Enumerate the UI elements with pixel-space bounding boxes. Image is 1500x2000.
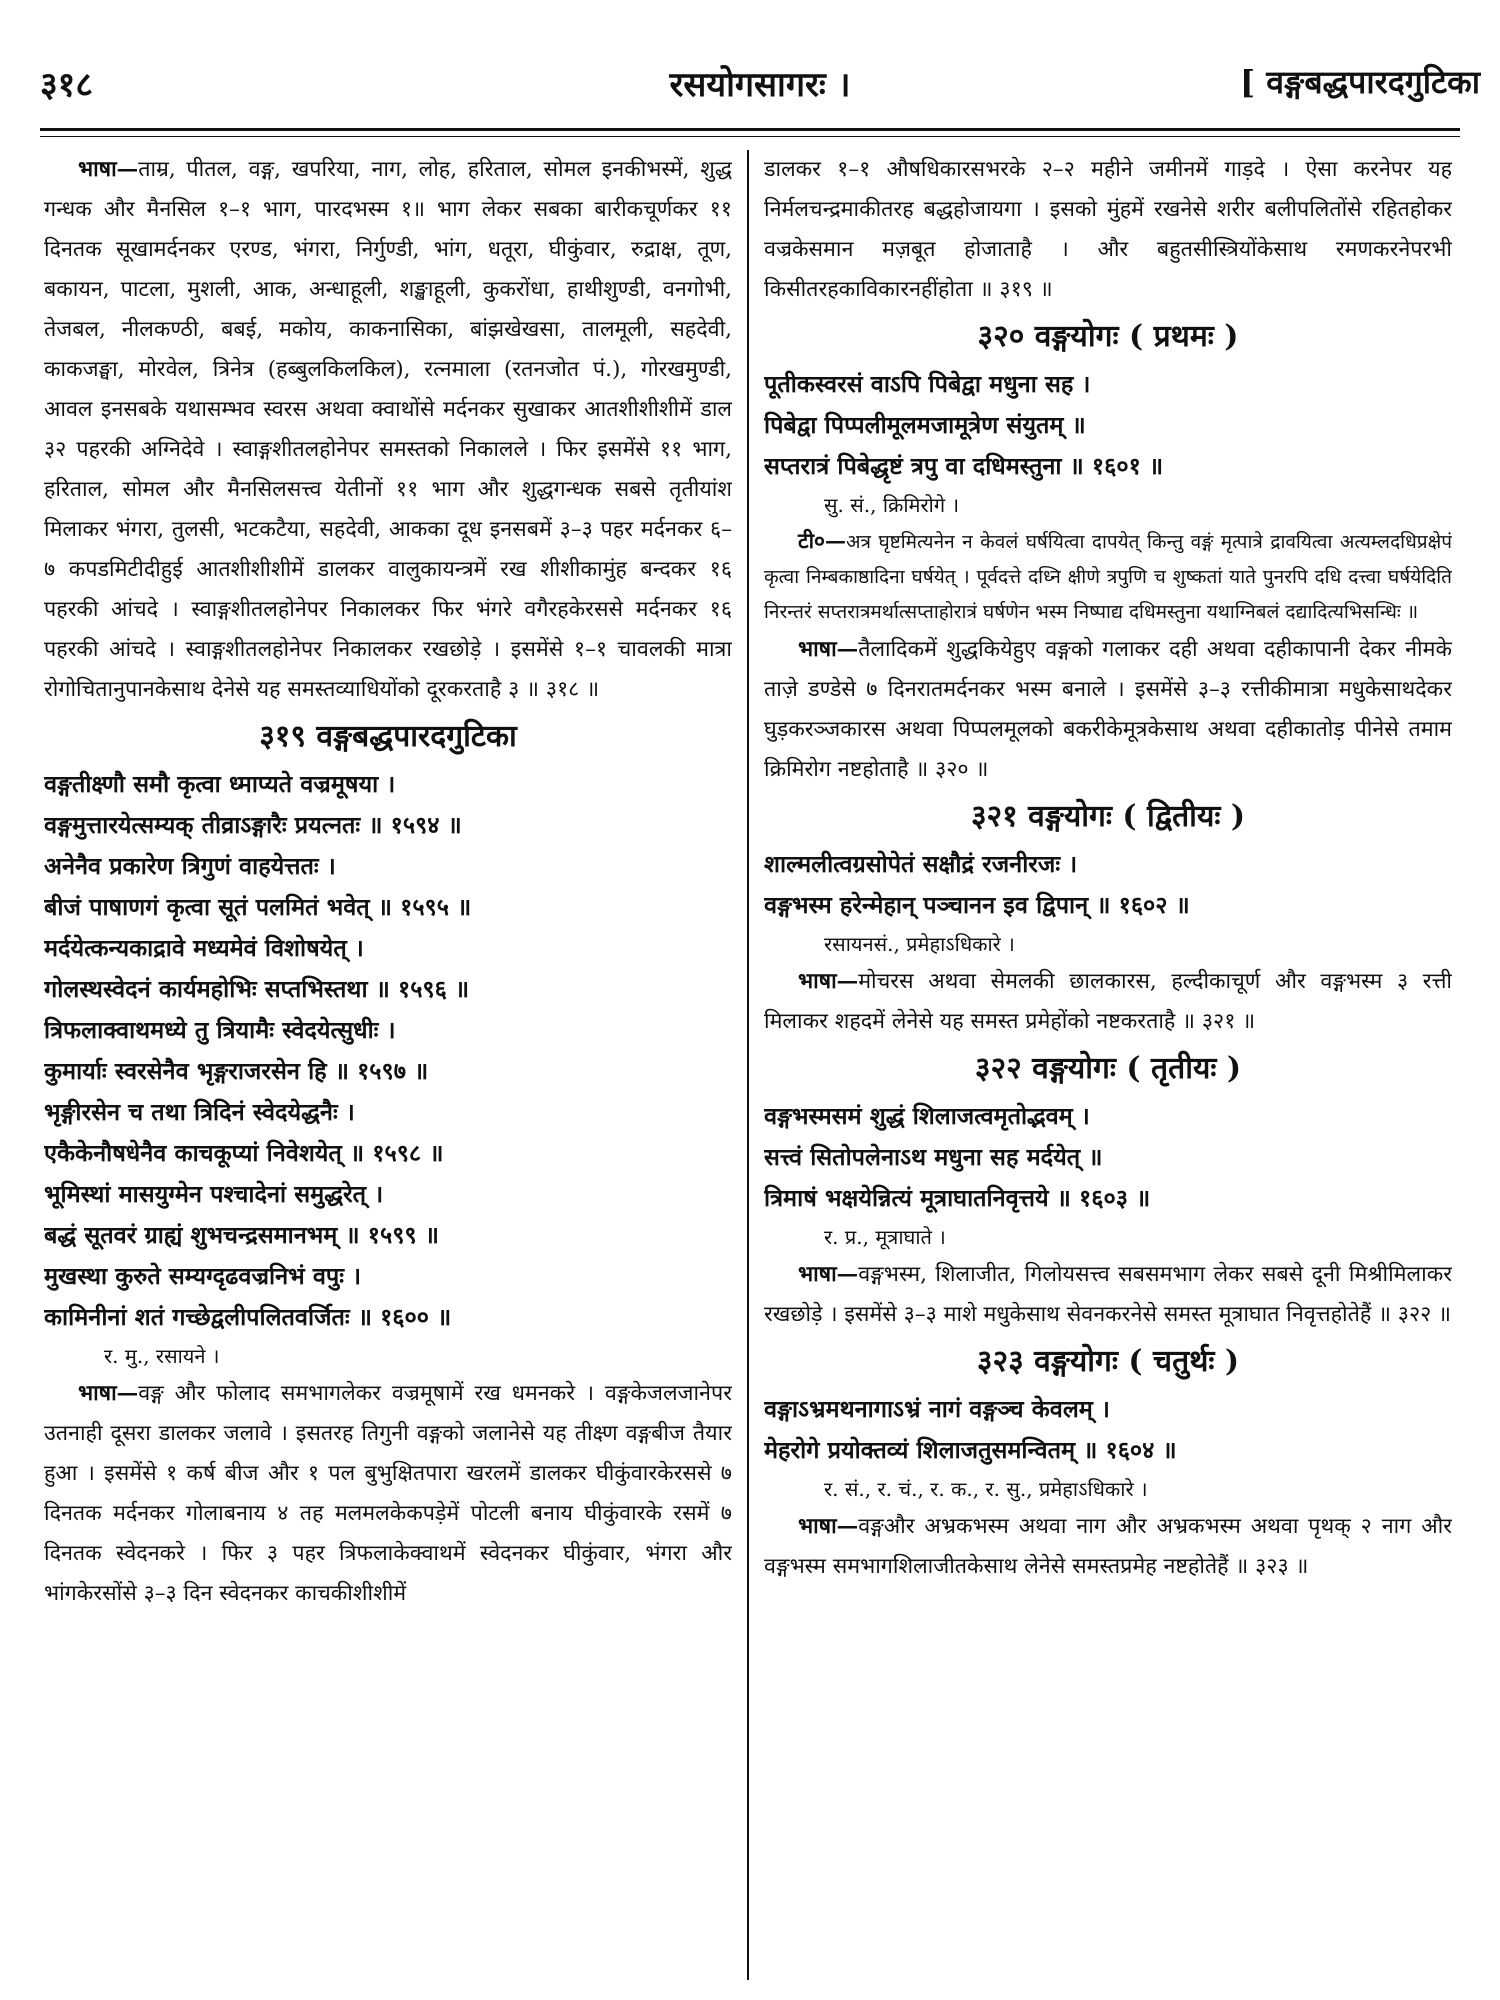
commentary-323	[764, 1507, 1452, 1587]
verse-line: त्रिमाषं भक्षयेन्नित्यं मूत्राघातनिवृत्तये ॥ १६०३ ॥	[764, 1184, 1151, 1212]
verse-line: कुमार्याः स्वरसेनैव भृङ्गराजरसेन हि ॥ १५९७ ॥	[44, 1057, 429, 1085]
heading-323: ३२३ वङ्गयोगः ( चतुर्थः )	[976, 1344, 1240, 1379]
commentary-322	[764, 1255, 1452, 1335]
heading-320: ३२० वङ्गयोगः ( प्रथमः )	[977, 319, 1239, 354]
verse-line: अनेनैव प्रकारेण त्रिगुणं वाहयेत्ततः ।	[44, 852, 336, 880]
bhasha-label: भाषा—	[78, 157, 139, 182]
commentary-319	[44, 1374, 732, 1614]
commentary-text: ताम्र, पीतल, वङ्ग, खपरिया, नाग, लोह, हरिताल, सोमल इनकीभस्में, शुद्ध गन्धक और मैनसिल १–१ भाग, पारदभस्म १॥ भाग लेकर सबका बारीकचूर्णकर ११ दिनतक सूखामर्दनकर एरण्ड, भंगरा, निर्गुण्डी, भांग, धतूरा, घीकुंवार, रुद्राक्ष, तूण, बकायन, पाटला, मुशली, आक, अन्धाहूली, शङ्खाहूली, कुकरोंधा, हाथीशुण्डी, वनगोभी, तेजबल, नीलकण्ठी, बबई, मकोय, काकनासिका, बांझखेखसा, तालमूली, सहदेवी, काकजङ्घा, मोरवेल, त्रिनेत्र (हब्बुलकिलकिल), रत्नमाला (रतनजोत पं.), गोरखमुण्डी, आवल इनसबके यथासम्भव स्वरस अथवा क्वाथोंसे मर्दनकर सुखाकर आतशीशीशीमें डाल ३२ पहरकी अग्निदेवे । स्वाङ्गशीतलहोनेपर समस्तको निकालले । फिर इसमेंसे ११ भाग, हरिताल, सोमल और मैनसिलसत्त्व येतीनों ११ भाग और शुद्धगन्धक सबसे तृतीयांश मिलाकर भंगरा, तुलसी, भटकटैया, सहदेवी, आकका दूध इनसबमें ३–३ पहर मर्दनकर ६–७ कपडमिटीदीहुई आतशीशीशीमें डालकर वालुकायन्त्रमें रख शीशीकामुंह बन्दकर १६ पहरकी आंचदे । स्वाङ्गशीतलहोनेपर निकालकर फिर भंगरे वगैरहकेरससे मर्दनकर १६ पहरकी आंचदे । स्वाङ्गशीतलहोनेपर निकालकर रखछोड़े । इसमेंसे १–१ चावलकी मात्रा रोगोचितानुपानकेसाथ देनेसे यह समस्तव्याधियोंको दूरकरताहै ३ ॥ ३१८ ॥	[44, 157, 732, 702]
page-header	[40, 60, 1480, 120]
column-divider	[747, 150, 749, 1980]
bhasha-label: भाषा—	[798, 1514, 859, 1539]
source-citation: सु. सं., क्रिमिरोगे ।	[824, 493, 960, 517]
sanskrit-gloss	[764, 523, 1452, 630]
verse-line: गोलस्थस्वेदनं कार्यमहोभिः सप्तभिस्तथा ॥ १५९६ ॥	[44, 975, 470, 1003]
verse-line: बद्धं सूतवरं ग्राह्यं शुभचन्द्रसमानभम् ॥ १५९९ ॥	[44, 1221, 439, 1249]
commentary-321	[764, 962, 1452, 1042]
header-rule-thin	[40, 136, 1460, 137]
verse-line: मेहरोगे प्रयोक्तव्यं शिलाजतुसमन्वितम् ॥ १६०४ ॥	[764, 1436, 1177, 1464]
verse-line: वङ्गभस्मसमं शुद्धं शिलाजत्वमृतोद्भवम् ।	[764, 1102, 1090, 1130]
verse-line: सत्त्वं सितोपलेनाऽथ मधुना सह मर्दयेत् ॥	[764, 1143, 1103, 1171]
verse-line: पूतीकस्वरसं वाऽपि पिबेद्वा मधुना सह ।	[764, 370, 1091, 398]
heading-322: ३२२ वङ्गयोगः ( तृतीयः )	[974, 1051, 1242, 1086]
source-citation: र. मु., रसायने ।	[104, 1344, 220, 1368]
heading-321: ३२१ वङ्गयोगः ( द्वितीयः )	[970, 799, 1246, 834]
bhasha-label: भाषा—	[78, 1381, 139, 1406]
verse-line: भृङ्गीरसेन च तथा त्रिदिनं स्वेदयेद्धनैः ।	[44, 1098, 355, 1126]
commentary-318	[44, 150, 732, 710]
source-citation: र. प्र., मूत्राघाते ।	[824, 1225, 946, 1249]
commentary-320	[764, 630, 1452, 790]
left-column	[44, 150, 732, 1990]
bhasha-label: भाषा—	[798, 637, 859, 662]
verse-line: त्रिफलाक्वाथमध्ये तु त्रियामैः स्वेदयेत्सुधीः ।	[44, 1016, 396, 1044]
verse-line: भूमिस्थां मासयुग्मेन पश्चादेनां समुद्धरेत् ।	[44, 1180, 384, 1208]
page-number: ३१८	[40, 65, 94, 105]
header-rule	[40, 128, 1460, 131]
verse-line: वङ्गमुत्तारयेत्सम्यक् तीव्राऽङ्गारैः प्रयत्नतः ॥ १५९४ ॥	[44, 811, 462, 839]
running-section-title: [ वङ्गबद्धपारदगुटिका	[1239, 63, 1480, 101]
verse-line: सप्तरात्रं पिबेद्धृष्टं त्रपु वा दधिमस्तुना ॥ १६०१ ॥	[764, 452, 1164, 480]
tika-label: टी०—	[798, 528, 846, 553]
verse-line: मुखस्था कुरुते सम्यग्दृढवज्रनिभं वपुः ।	[44, 1262, 362, 1290]
verse-line: वङ्गभस्म हरेन्मेहान् पञ्चानन इव द्विपान् ॥ १६०२ ॥	[764, 891, 1190, 919]
verse-line: वङ्गतीक्ष्णौ समौ कृत्वा ध्माप्यते वज्रमूषया ।	[44, 770, 396, 798]
commentary-text: तैलादिकमें शुद्धकियेहुए वङ्गको गलाकर दही अथवा दहीकापानी देकर नीमके ताज़े डण्डेसे ७ दिनरातमर्दनकर भस्म बनाले । इसमेंसे ३–३ रत्तीकीमात्रा मधुकेसाथदेकर घुड़करञ्जकारस अथवा पिप्पलमूलको बकरीकेमूत्रकेसाथ अथवा दहीकातोड़ पीनेसे तमाम क्रिमिरोग नष्टहोताहै ॥ ३२० ॥	[764, 637, 1452, 782]
right-column	[764, 150, 1452, 1990]
verse-line: मर्दयेत्कन्यकाद्रावे मध्यमेवं विशोषयेत् ।	[44, 934, 364, 962]
commentary-text: वङ्गऔर अभ्रकभस्म अथवा नाग और अभ्रकभस्म अथवा पृथक् २ नाग और वङ्गभस्म समभागशिलाजीतकेसाथ लेनेसे समस्तप्रमेह नष्टहोतेहैं ॥ ३२३ ॥	[764, 1514, 1452, 1579]
verse-line: शाल्मलीत्वग्रसोपेतं सक्षौद्रं रजनीरजः ।	[764, 850, 1078, 878]
source-citation: रसायनसं., प्रमेहाऽधिकारे ।	[824, 932, 1015, 956]
commentary-text: मोचरस अथवा सेमलकी छालकारस, हल्दीकाचूर्ण और वङ्गभस्म ३ रत्ती मिलाकर शहदमें लेनेसे यह समस्त प्रमेहोंको नष्टकरताहै ॥ ३२१ ॥	[764, 969, 1452, 1034]
commentary-text: वङ्गभस्म, शिलाजीत, गिलोयसत्त्व सबसमभाग लेकर सबसे दूनी मिश्रीमिलाकर रखछोड़े । इसमेंसे ३–३ माशे मधुकेसाथ सेवनकरनेसे समस्त मूत्राघात निवृत्तहोतेहैं ॥ ३२२ ॥	[764, 1262, 1452, 1327]
verse-line: वङ्गाऽभ्रमथनागाऽभ्रं नागं वङ्गञ्च केवलम् ।	[764, 1395, 1110, 1423]
bhasha-label: भाषा—	[798, 1262, 859, 1287]
commentary-text: वङ्ग और फोलाद समभागलेकर वज्रमूषामें रख धमनकरे । वङ्गकेजलजानेपर उतनाही दूसरा डालकर जलावे । इसतरह तिगुनी वङ्गको जलानेसे यह तीक्ष्ण वङ्गबीज तैयार हुआ । इसमेंसे १ कर्ष बीज और १ पल बुभुक्षितपारा खरलमें डालकर घीकुंवारकेरससे ७ दिनतक मर्दनकर गोलाबनाय ४ तह मलमलकेकपड़ेमें पोटली बनाय घीकुंवारके रसमें ७ दिनतक स्वेदनकरे । फिर ३ पहर त्रिफलाकेक्वाथमें स्वेदनकर घीकुंवार, भंगरा और भांगकेरसोंसे ३–३ दिन स्वेदनकर काचकीशीशीमें	[44, 1381, 732, 1606]
verse-line: कामिनीनां शतं गच्छेद्वलीपलितवर्जितः ॥ १६०० ॥	[44, 1303, 452, 1331]
verse-line: बीजं पाषाणगं कृत्वा सूतं पलमितं भवेत् ॥ १५९५ ॥	[44, 893, 472, 921]
verse-line: पिबेद्वा पिप्पलीमूलमजामूत्रेण संयुतम् ॥	[764, 411, 1086, 439]
source-citation: र. सं., र. चं., र. क., र. सु., प्रमेहाऽधिकारे ।	[824, 1477, 1148, 1501]
bhasha-label: भाषा—	[798, 969, 859, 994]
gloss-text: अत्र घृष्टमित्यनेन न केवलं घर्षयित्वा दापयेत् किन्तु वङ्गं मृत्पात्रे द्रावयित्वा अत्यम्लदधिप्रक्षेपं कृत्वा निम्बकाष्ठादिना घर्षयेत् । पूर्वदत्ते दध्नि क्षीणे त्रपुणि च शुष्कतां याते पुनरपि दधि दत्त्वा घर्षयेदिति निरन्तरं सप्तरात्रमर्थात्सप्ताहोरात्रं घर्षणेन भस्म निष्पाद्य दधिमस्तुना यथाग्निबलं दद्यादित्यभिसन्धिः ॥	[764, 531, 1452, 623]
heading-319: ३१९ वङ्गबद्धपारदगुटिका	[259, 719, 517, 754]
book-title: रसयोगसागरः ।	[669, 65, 851, 105]
verse-line: एकैकेनौषधेनैव काचकूप्यां निवेशयेत् ॥ १५९८ ॥	[44, 1139, 444, 1167]
commentary-319-continued: डालकर १–१ औषधिकारसभरके २–२ महीने जमीनमें गाड़दे । ऐसा करनेपर यह निर्मलचन्द्रमाकीतरह बद्धहोजायगा । इसको मुंहमें रखनेसे शरीर बलीपलितोंसे रहितहोकर वज्रकेसमान मज़बूत होजाताहै । और बहुतसीस्त्रियोंकेसाथ रमणकरनेपरभी किसीतरहकाविकारनहींहोता ॥ ३१९ ॥	[764, 157, 1452, 302]
